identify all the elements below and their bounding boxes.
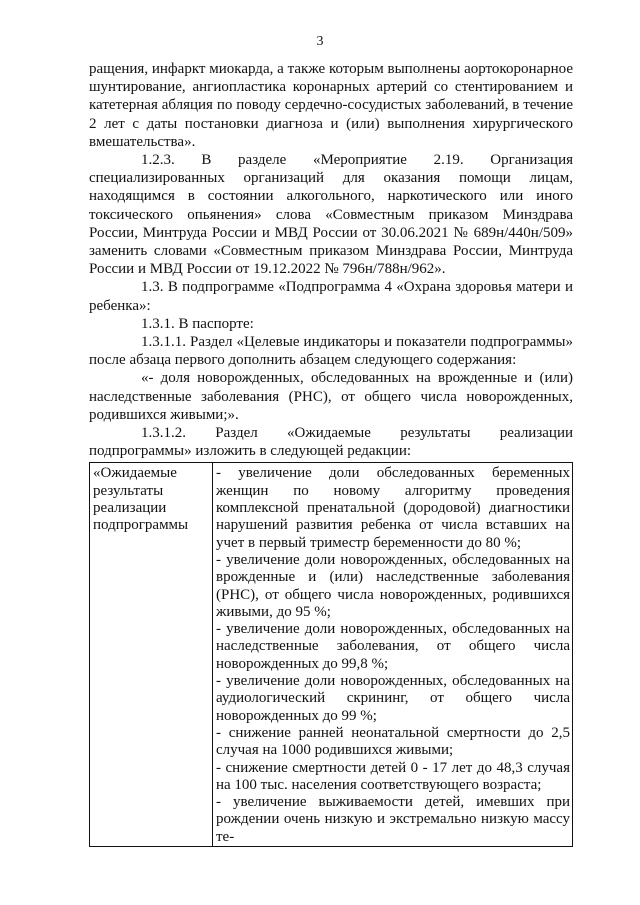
paragraph: «- доля новорожденных, обследованных на врожденные и (или) наследственные заболевания (РНС), от общего числа новорожденных, родившихся живыми;». xyxy=(89,370,573,423)
paragraph: 1.3.1.2. Раздел «Ожидаемые результаты реализации подпрограммы» изложить в следующей редакции: xyxy=(89,425,573,460)
paragraph: 1.3.1. В паспорте: xyxy=(141,315,254,332)
paragraph: 1.3.1.1. Раздел «Целевые индикаторы и показатели подпрограммы» после абзаца первого дополнить абзацем следующего содержания: xyxy=(89,334,573,369)
document-body xyxy=(89,60,573,847)
list-item: - увеличение доли новорожденных, обследованных на врожденные и (или) наследственные заболевания (РНС), от общего числа новорожденных, родившихся живыми, до 95 %; xyxy=(216,551,570,620)
redaction-table-container xyxy=(89,462,573,847)
list-item: - снижение смертности детей 0 - 17 лет до 48,3 случая на 100 тыс. населения соответствующего возраста; xyxy=(216,759,570,793)
table-label-cell: «Ожидаемые результаты реализации подпрограммы xyxy=(90,463,213,847)
list-item: - увеличение выживаемости детей, имевших при рождении очень низкую и экстремально низкую массу те- xyxy=(216,794,570,845)
paragraph: 1.3. В подпрограмме «Подпрограмма 4 «Охрана здоровья матери и ребенка»: xyxy=(89,279,573,314)
list-item: - увеличение доли новорожденных, обследованных на наследственные заболевания, от общего числа новорожденных до 99,8 %; xyxy=(216,621,570,672)
table-row xyxy=(90,463,573,847)
redaction-table xyxy=(89,462,573,847)
paragraph: 1.2.3. В разделе «Мероприятие 2.19. Организация специализированных организаций для оказания помощи лицам, находящимся в состоянии алкогольного, наркотического или иного токсического опьянения» слова «Совместным приказом Минздрава России, Минтруда России и МВД России от 30.06.2021 № 689н/440н/509» заменить словами «Совместным приказом Минздрава России, Минтруда России и МВД России от 19.12.2022 № 796н/788н/962». xyxy=(89,152,573,278)
paragraph: ращения, инфаркт миокарда, а также которым выполнены аортокоронарное шунтирование, ангиопластика коронарных артерий со стентированием и катетерная абляция по поводу сердечно-сосудистых заболеваний, в течение 2 лет с даты постановки диагноза и (или) выполнения хирургического вмешательства». xyxy=(89,61,573,150)
table-content-cell xyxy=(213,463,573,847)
list-item: - снижение ранней неонатальной смертности до 2,5 случая на 1000 родившихся живыми; xyxy=(216,724,570,759)
page-number: 3 xyxy=(316,34,324,49)
list-item: - увеличение доли обследованных беременных женщин по новому алгоритму проведения комплексной пренатальной (дородовой) диагностики нарушений развития ребенка от числа вставших на учет в первый триместр беременности до 80 %; xyxy=(216,465,570,551)
list-item: - увеличение доли новорожденных, обследованных на аудиологический скрининг, от общего числа новорожденных до 99 %; xyxy=(216,673,570,724)
